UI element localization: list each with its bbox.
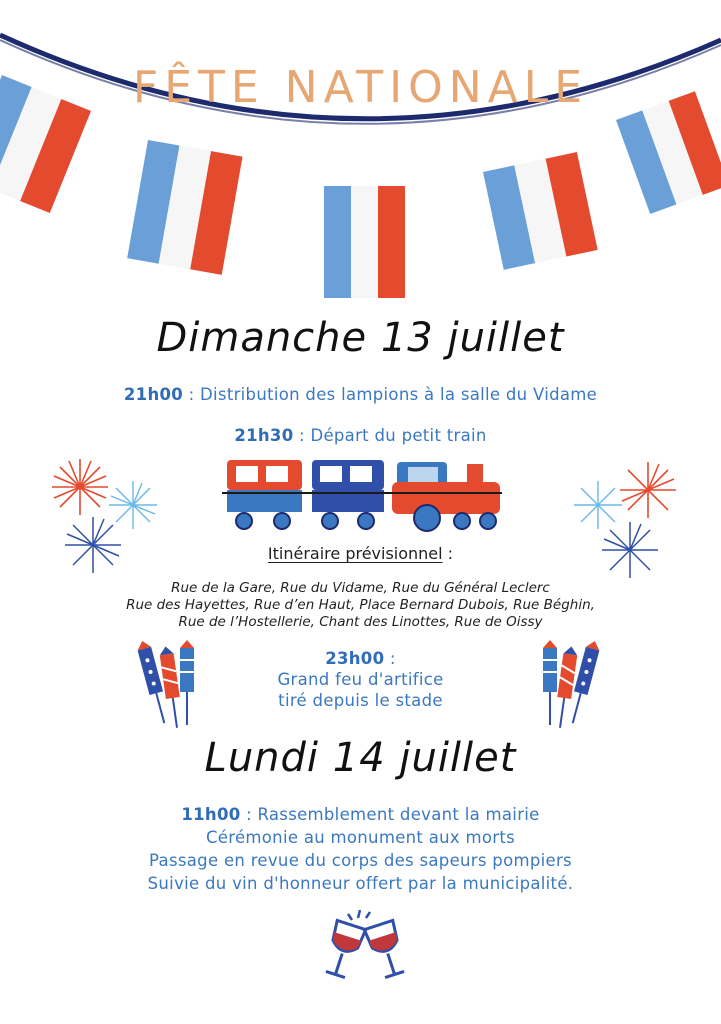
event-time: 21h00 xyxy=(123,385,184,404)
event-text: : Départ du petit train xyxy=(293,426,487,445)
event-2130 xyxy=(0,426,721,445)
event-time: 23h00 xyxy=(325,649,385,668)
flag-3 xyxy=(324,186,405,298)
event-text: : Distribution des lampions à la salle du Vidame xyxy=(183,385,598,404)
fireworks-line-2: tiré depuis le stade xyxy=(278,691,443,710)
flag-2 xyxy=(127,140,242,275)
itinerary-label: Itinéraire prévisionnel xyxy=(267,544,443,563)
fireworks-block xyxy=(0,648,721,711)
itinerary-suffix: : xyxy=(442,544,454,563)
monday-line: Passage en revue du corps des sapeurs pompiers xyxy=(149,851,572,870)
street-line: Rue de la Gare, Rue du Vidame, Rue du Général Leclerc xyxy=(171,580,550,596)
street-line: Rue de l’Hostellerie, Chant des Linottes, Rue de Oissy xyxy=(178,614,543,630)
page-title: FÊTE NATIONALE xyxy=(132,62,589,113)
event-time-suffix: : xyxy=(384,649,396,668)
monday-line xyxy=(0,803,721,826)
street-list xyxy=(0,580,721,631)
itinerary-title xyxy=(0,544,721,563)
fireworks-time-line xyxy=(0,648,721,669)
sunday-heading: Dimanche 13 juillet xyxy=(156,315,565,361)
firework-icon xyxy=(45,455,165,585)
event-2100 xyxy=(0,385,721,404)
firework-icon xyxy=(568,455,688,585)
wine-glasses-icon xyxy=(310,910,420,990)
event-time: 11h00 xyxy=(181,805,241,824)
fireworks-line-1: Grand feu d'artifice xyxy=(277,670,444,689)
flag-bunting xyxy=(0,0,721,310)
event-time: 21h30 xyxy=(234,426,294,445)
train-icon xyxy=(222,455,507,535)
monday-heading: Lundi 14 juillet xyxy=(204,735,517,781)
monday-line: Suivie du vin d'honneur offert par la municipalité. xyxy=(147,874,574,893)
monday-events xyxy=(0,803,721,895)
monday-line: Cérémonie au monument aux morts xyxy=(205,828,516,847)
street-line: Rue des Hayettes, Rue d’en Haut, Place Bernard Dubois, Rue Béghin, xyxy=(126,597,595,613)
event-text: : Rassemblement devant la mairie xyxy=(240,805,540,824)
flag-4 xyxy=(483,152,598,270)
